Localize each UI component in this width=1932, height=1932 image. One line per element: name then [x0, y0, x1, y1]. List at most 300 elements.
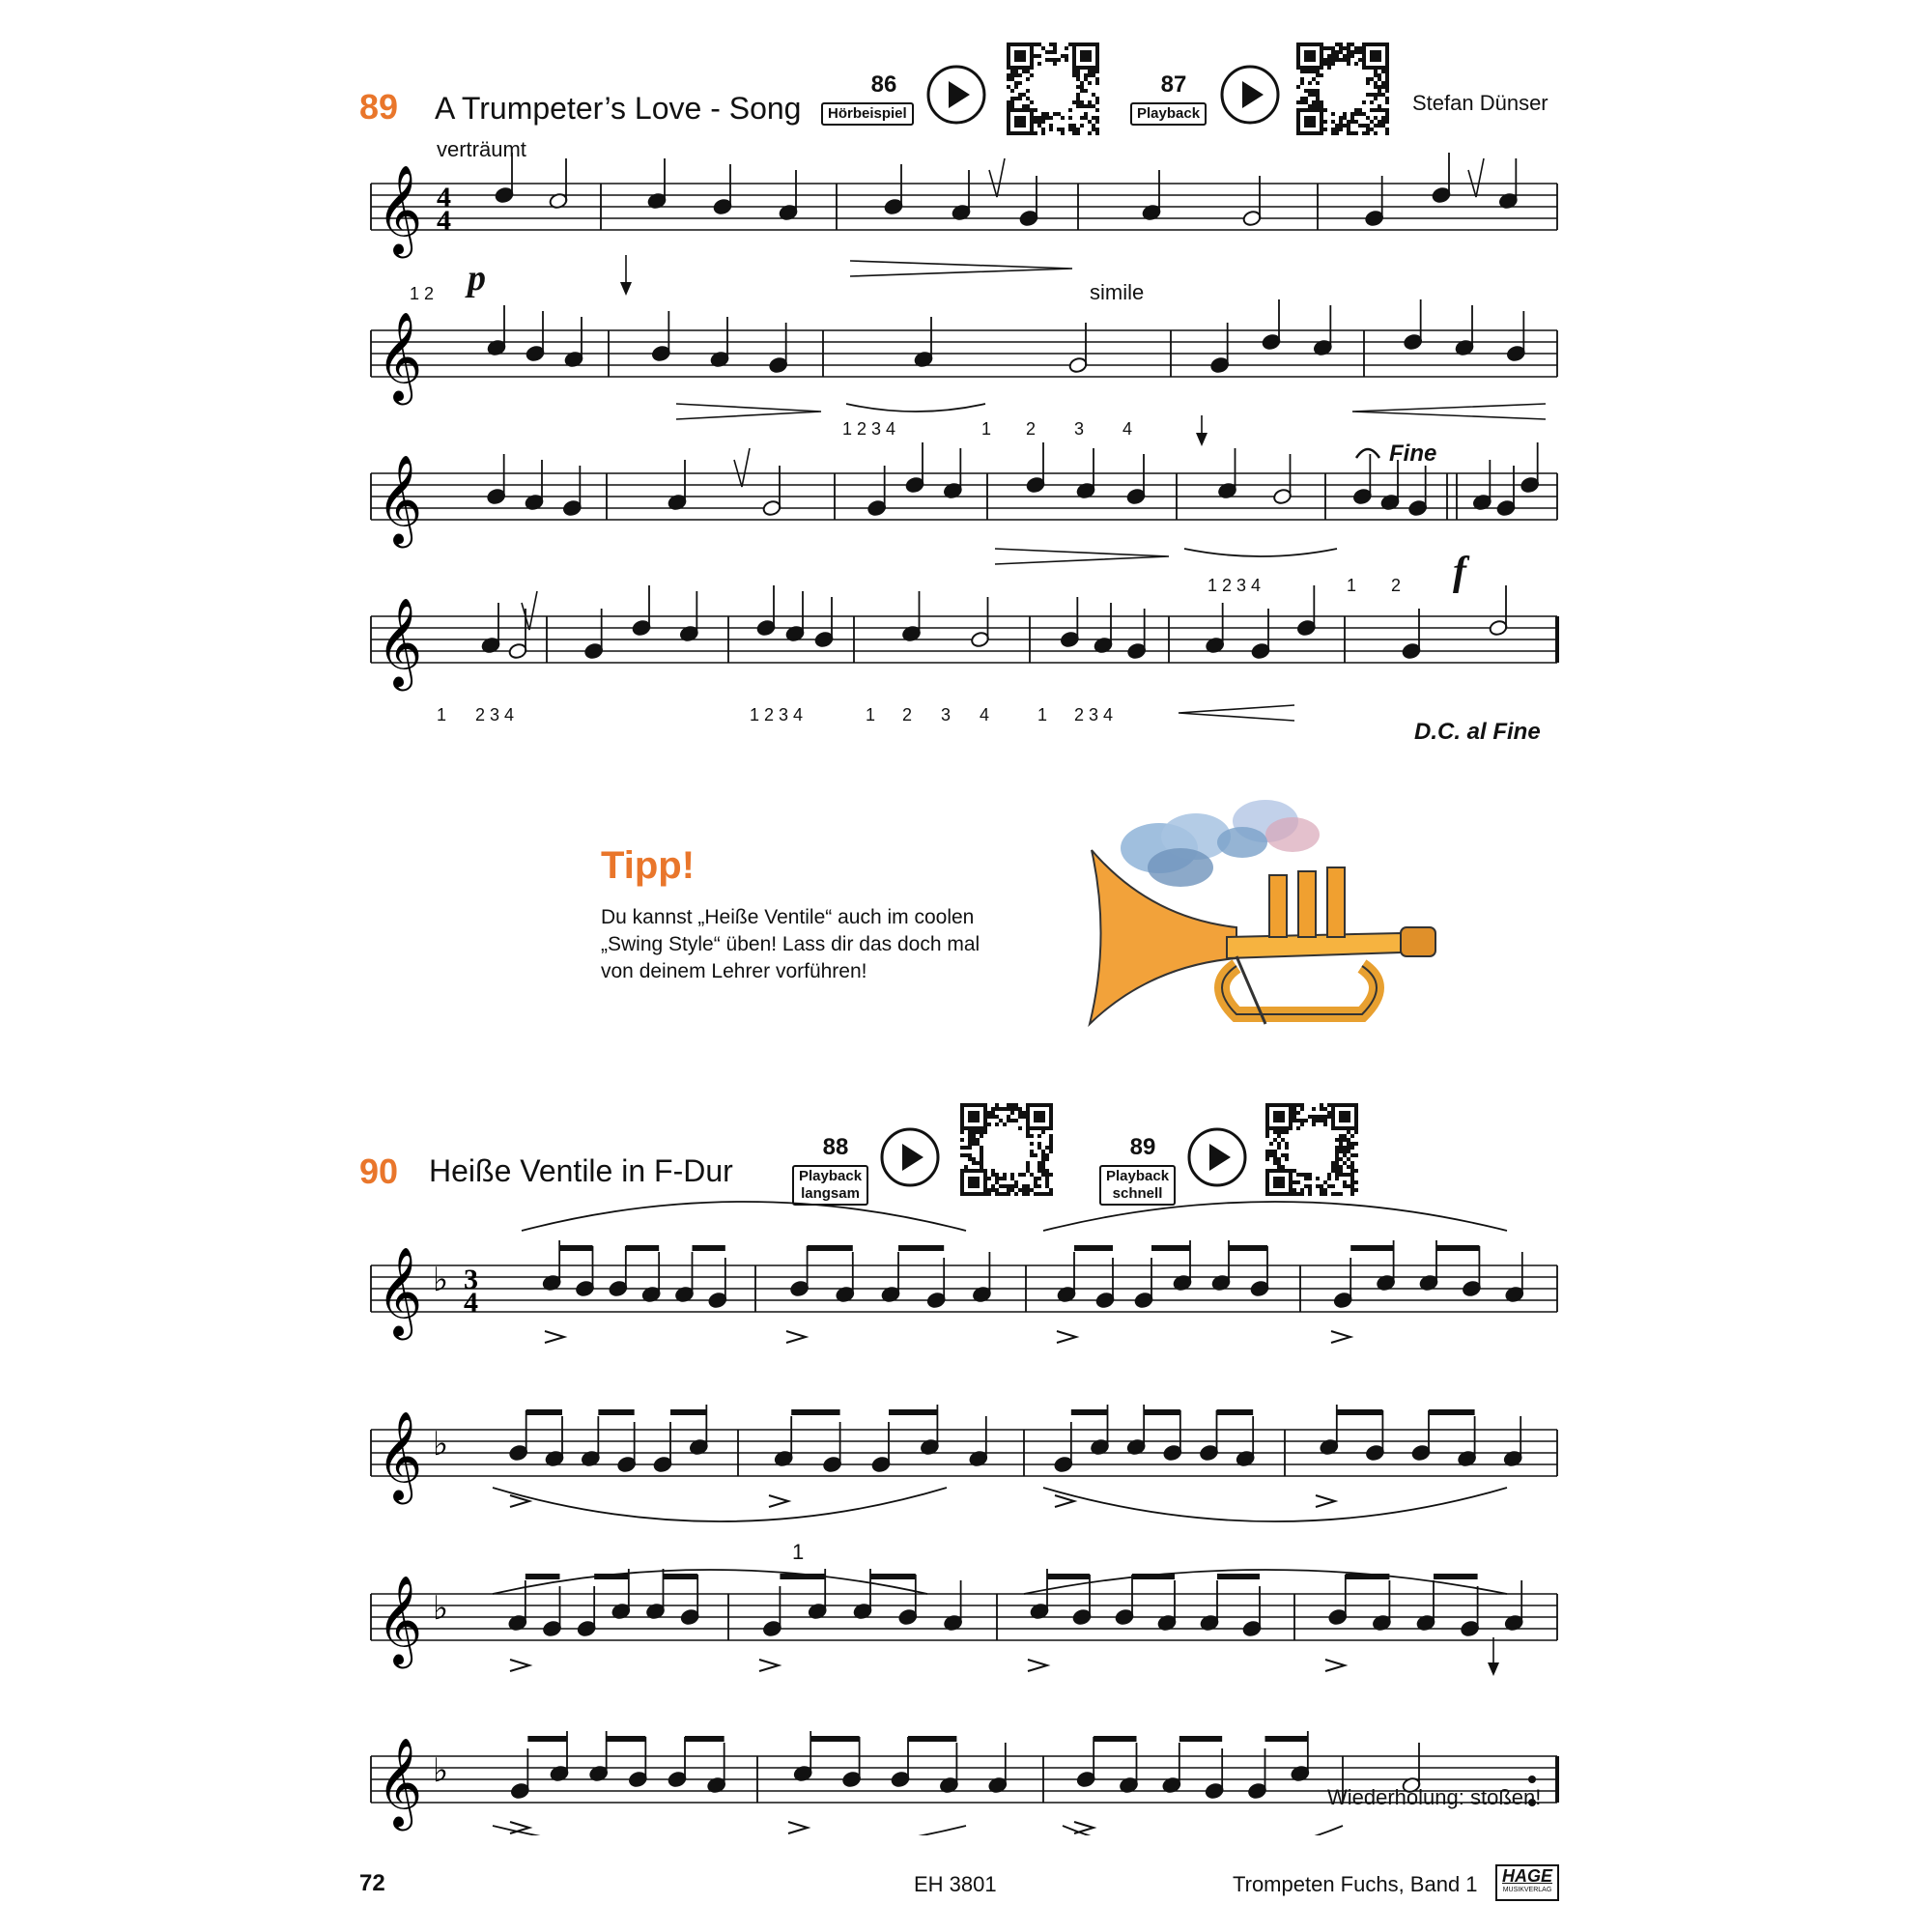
qr-module: [1007, 1115, 1010, 1119]
qr-module: [1320, 1115, 1323, 1119]
qr-module: [1014, 1119, 1018, 1122]
qr-module: [1323, 1119, 1327, 1122]
qr-module: [991, 1173, 995, 1177]
qr-module: [1022, 1192, 1026, 1196]
qr-module: [1339, 1138, 1343, 1142]
qr-module: [987, 1111, 991, 1115]
qr-module: [1339, 1150, 1343, 1153]
qr-module: [1041, 1161, 1045, 1165]
tempo-marking: verträumt: [437, 137, 526, 161]
qr-module: [1277, 1157, 1281, 1161]
qr-module: [1273, 1138, 1277, 1142]
qr-module: [1339, 1165, 1343, 1169]
qr-module: [1285, 1130, 1289, 1134]
qr-module: [1300, 1103, 1304, 1107]
qr-module: [968, 1157, 972, 1161]
qr-module: [1045, 1173, 1049, 1177]
qr-module: [972, 1161, 976, 1165]
qr-module: [987, 1188, 991, 1192]
fingering: 1: [866, 705, 876, 724]
qr-module: [1350, 1169, 1354, 1173]
accent-mark: [1325, 1660, 1345, 1671]
piece-89-notation: [0, 0, 1932, 773]
qr-module: [1312, 1115, 1316, 1119]
qr-module: [964, 1153, 968, 1157]
qr-module: [1049, 1192, 1053, 1196]
qr-module: [1323, 1115, 1327, 1119]
qr-module: [980, 1150, 983, 1153]
qr-module: [995, 1192, 999, 1196]
qr-module: [1010, 1188, 1014, 1192]
accent-mark: [759, 1660, 779, 1671]
qr-code-icon[interactable]: [1265, 1103, 1358, 1196]
qr-module: [1010, 1107, 1014, 1111]
fingering: 3: [941, 705, 952, 724]
qr-module: [972, 1138, 976, 1142]
qr-module: [1323, 1180, 1327, 1184]
play-icon: [879, 1126, 941, 1188]
qr-module: [1273, 1161, 1277, 1165]
qr-module: [1010, 1103, 1014, 1107]
qr-module: [972, 1142, 976, 1146]
qr-module: [1350, 1173, 1354, 1177]
qr-module: [1034, 1184, 1037, 1188]
qr-module: [1034, 1153, 1037, 1157]
qr-module: [1296, 1111, 1300, 1115]
qr-module: [1026, 1165, 1030, 1169]
treble-clef: 𝄞: [377, 1578, 423, 1663]
tipp-line: Du kannst „Heiße Ventile“ auch im coolen: [601, 906, 975, 928]
qr-module: [1343, 1134, 1347, 1138]
qr-module: [1343, 1184, 1347, 1188]
qr-module: [1022, 1173, 1026, 1177]
qr-module: [1281, 1165, 1285, 1169]
breath-mark: [989, 158, 1005, 197]
qr-module: [968, 1142, 972, 1146]
qr-module: [1312, 1119, 1316, 1122]
qr-module: [1030, 1188, 1034, 1192]
qr-module: [1335, 1192, 1339, 1196]
fingering: 2 3 4: [1074, 705, 1114, 724]
treble-clef: 𝄞: [377, 315, 423, 400]
qr-module: [980, 1161, 983, 1165]
qr-module: [1354, 1130, 1358, 1134]
qr-module: [1277, 1142, 1281, 1146]
qr-module: [1300, 1173, 1304, 1177]
qr-module: [1296, 1103, 1300, 1107]
qr-module: [1014, 1180, 1018, 1184]
key-flat: ♭: [433, 1591, 449, 1627]
steaming-trumpet-illustration: [1072, 792, 1459, 1034]
qr-module: [999, 1184, 1003, 1188]
qr-module: [1041, 1173, 1045, 1177]
qr-module: [1037, 1192, 1041, 1196]
qr-module: [1320, 1188, 1323, 1192]
qr-module: [1014, 1184, 1018, 1188]
qr-module: [1304, 1184, 1308, 1188]
tipp-text: [601, 904, 1045, 985]
qr-module: [1354, 1142, 1358, 1146]
crescendo: [1179, 705, 1294, 721]
qr-module: [999, 1192, 1003, 1196]
slur: [1024, 1570, 1507, 1594]
qr-module: [1350, 1146, 1354, 1150]
piece-89-number: 89: [359, 87, 399, 127]
qr-module: [991, 1107, 995, 1111]
qr-module: [1339, 1134, 1343, 1138]
qr-module: [1335, 1173, 1339, 1177]
piece-89-composer: Stefan Dünser: [1412, 91, 1548, 115]
qr-module: [1300, 1192, 1304, 1196]
qr-module: [1022, 1115, 1026, 1119]
qr-module: [1293, 1103, 1296, 1107]
piece-90-number: 90: [359, 1151, 399, 1191]
qr-module: [1273, 1150, 1277, 1153]
qr-module: [1026, 1188, 1030, 1192]
qr-module: [1350, 1184, 1354, 1188]
qr-module: [1308, 1173, 1312, 1177]
qr-module: [1327, 1177, 1331, 1180]
qr-module: [1354, 1188, 1358, 1192]
qr-module: [960, 1138, 964, 1142]
qr-module: [1293, 1169, 1296, 1173]
qr-module: [1003, 1173, 1007, 1177]
qr-module: [1285, 1153, 1289, 1157]
piece-89-title: A Trumpeter’s Love - Song: [435, 91, 802, 126]
accent-mark: [788, 1822, 808, 1833]
qr-module: [1022, 1111, 1026, 1115]
qr-module: [1347, 1130, 1350, 1134]
page-number: 72: [359, 1870, 385, 1896]
qr-module: [980, 1157, 983, 1161]
publisher-sub: MUSIKVERLAG: [1502, 1887, 1552, 1893]
qr-module: [999, 1107, 1003, 1111]
qr-module: [960, 1153, 964, 1157]
qr-module: [1323, 1107, 1327, 1111]
time-signature: 4: [437, 182, 451, 213]
qr-module: [991, 1188, 995, 1192]
fingering: 4: [980, 705, 990, 724]
accent-mark: [1316, 1495, 1335, 1507]
qr-module: [1308, 1177, 1312, 1180]
qr-module: [1041, 1153, 1045, 1157]
piece-90-title: Heiße Ventile in F-Dur: [429, 1153, 733, 1188]
qr-module: [1300, 1119, 1304, 1122]
treble-clef: 𝄞: [377, 1250, 423, 1335]
qr-module: [1335, 1153, 1339, 1157]
qr-module: [980, 1153, 983, 1157]
qr-module: [987, 1177, 991, 1180]
qr-module: [1285, 1146, 1289, 1150]
qr-module: [995, 1103, 999, 1107]
qr-module: [976, 1161, 980, 1165]
qr-module: [1045, 1153, 1049, 1157]
qr-module: [1335, 1146, 1339, 1150]
qr-module: [1273, 1153, 1277, 1157]
qr-module: [995, 1107, 999, 1111]
qr-module: [1285, 1142, 1289, 1146]
qr-module: [1022, 1188, 1026, 1192]
accent-mark: [1057, 1331, 1076, 1343]
accent-mark: [769, 1495, 788, 1507]
qr-module: [1343, 1150, 1347, 1153]
qr-module: [1026, 1130, 1030, 1134]
slur: [1043, 1488, 1507, 1521]
qr-module: [1347, 1157, 1350, 1161]
qr-module: [1308, 1188, 1312, 1192]
fingering: 1 2: [410, 284, 435, 303]
qr-module: [1049, 1150, 1053, 1153]
qr-module: [1037, 1146, 1041, 1150]
publisher-logo: [1495, 1864, 1559, 1901]
qr-module: [1293, 1119, 1296, 1122]
qr-module: [1265, 1153, 1269, 1157]
qr-module: [1350, 1134, 1354, 1138]
qr-module: [1347, 1146, 1350, 1150]
fingering: 2: [1026, 419, 1037, 439]
qr-module: [1034, 1192, 1037, 1196]
qr-module: [1350, 1177, 1354, 1180]
qr-module: [968, 1138, 972, 1142]
slur: [846, 404, 985, 412]
qr-module: [1010, 1177, 1014, 1180]
qr-module: [1339, 1192, 1343, 1196]
qr-module: [1293, 1111, 1296, 1115]
qr-module: [1339, 1169, 1343, 1173]
treble-clef: 𝄞: [377, 168, 423, 253]
fingering: 1: [1347, 576, 1357, 595]
qr-module: [999, 1177, 1003, 1180]
slur: [493, 1488, 947, 1521]
qr-module: [1041, 1192, 1045, 1196]
qr-module: [1007, 1103, 1010, 1107]
treble-clef: 𝄞: [377, 458, 423, 543]
qr-module: [1296, 1173, 1300, 1177]
qr-module: [1347, 1165, 1350, 1169]
fingering: 1: [437, 705, 447, 724]
qr-module: [1293, 1180, 1296, 1184]
accent-mark: [1028, 1660, 1047, 1671]
qr-module: [1265, 1150, 1269, 1153]
qr-module: [1343, 1173, 1347, 1177]
qr-finder: [1034, 1111, 1045, 1122]
time-signature: 4: [464, 1287, 478, 1319]
accent-mark: [545, 1331, 564, 1343]
qr-module: [1018, 1126, 1022, 1130]
qr-module: [991, 1115, 995, 1119]
qr-module: [1277, 1146, 1281, 1150]
qr-module: [1300, 1188, 1304, 1192]
qr-module: [1335, 1177, 1339, 1180]
qr-module: [1041, 1169, 1045, 1173]
treble-clef: 𝄞: [377, 1414, 423, 1499]
qr-module: [964, 1165, 968, 1169]
qr-module: [1327, 1173, 1331, 1177]
hoerbeispiel-label: Hörbeispiel: [821, 102, 914, 126]
qr-module: [1293, 1192, 1296, 1196]
qr-module: [1041, 1130, 1045, 1134]
fingering: 1 2 3 4: [750, 705, 804, 724]
qr-module: [1269, 1142, 1273, 1146]
qr-module: [1018, 1188, 1022, 1192]
qr-module: [1010, 1184, 1014, 1188]
qr-module: [1296, 1126, 1300, 1130]
qr-finder: [1273, 1177, 1285, 1188]
fingering: 1: [1037, 705, 1048, 724]
qr-module: [1285, 1157, 1289, 1161]
qr-module: [1014, 1107, 1018, 1111]
qr-finder: [968, 1111, 980, 1122]
time-signature: 3: [464, 1264, 478, 1295]
qr-code-icon[interactable]: [960, 1103, 1053, 1196]
qr-module: [1041, 1150, 1045, 1153]
crescendo: [1352, 404, 1546, 419]
qr-module: [991, 1184, 995, 1188]
qr-module: [1320, 1103, 1323, 1107]
qr-module: [1316, 1177, 1320, 1180]
qr-module: [1331, 1165, 1335, 1169]
fingering: 1 2 3 4: [842, 419, 896, 439]
qr-module: [1022, 1184, 1026, 1188]
qr-module: [1354, 1180, 1358, 1184]
qr-module: [1277, 1130, 1281, 1134]
qr-module: [1350, 1153, 1354, 1157]
qr-module: [987, 1115, 991, 1119]
qr-module: [1007, 1184, 1010, 1188]
qr-module: [1320, 1184, 1323, 1188]
qr-module: [1037, 1169, 1041, 1173]
accent-mark: [510, 1660, 529, 1671]
track-number: 89: [1129, 1134, 1156, 1160]
qr-module: [1343, 1138, 1347, 1142]
qr-module: [1300, 1122, 1304, 1126]
fingering: 2: [1391, 576, 1402, 595]
decrescendo: [995, 549, 1169, 564]
qr-module: [1030, 1153, 1034, 1157]
qr-module: [1034, 1180, 1037, 1184]
qr-module: [1014, 1192, 1018, 1196]
qr-module: [1316, 1119, 1320, 1122]
qr-module: [995, 1177, 999, 1180]
qr-module: [1277, 1165, 1281, 1169]
qr-module: [980, 1146, 983, 1150]
slur: [1043, 1202, 1507, 1231]
tipp-line: von deinem Lehrer vorführen!: [601, 960, 867, 982]
qr-module: [1320, 1192, 1323, 1196]
qr-module: [1308, 1184, 1312, 1188]
fingering: 4: [1122, 419, 1133, 439]
qr-module: [1277, 1161, 1281, 1165]
slur: [1063, 1826, 1343, 1835]
qr-module: [1030, 1173, 1034, 1177]
qr-module: [980, 1130, 983, 1134]
qr-module: [1331, 1169, 1335, 1173]
book-title: Trompeten Fuchs, Band 1: [1233, 1872, 1478, 1896]
qr-module: [1350, 1192, 1354, 1196]
qr-module: [1300, 1107, 1304, 1111]
qr-module: [1350, 1165, 1354, 1169]
qr-module: [1049, 1138, 1053, 1142]
qr-module: [968, 1153, 972, 1157]
qr-module: [1007, 1188, 1010, 1192]
qr-module: [1354, 1153, 1358, 1157]
qr-module: [972, 1134, 976, 1138]
publisher-name: HAGE: [1501, 1866, 1552, 1886]
qr-module: [1045, 1184, 1049, 1188]
qr-module: [1010, 1173, 1014, 1177]
qr-module: [1312, 1107, 1316, 1111]
qr-module: [1327, 1184, 1331, 1188]
qr-module: [1018, 1173, 1022, 1177]
qr-module: [1007, 1119, 1010, 1122]
slur: [522, 1202, 966, 1231]
qr-module: [995, 1188, 999, 1192]
qr-module: [1327, 1103, 1331, 1107]
qr-module: [1339, 1173, 1343, 1177]
qr-module: [1010, 1119, 1014, 1122]
arrow-down-icon: [1488, 1662, 1499, 1676]
fingering: 1 2 3 4: [1208, 576, 1262, 595]
label-line: schnell: [1112, 1185, 1163, 1202]
play-icon: [1186, 1126, 1248, 1188]
qr-module: [1323, 1192, 1327, 1196]
qr-module: [1030, 1134, 1034, 1138]
qr-module: [1026, 1169, 1030, 1173]
dc-al-fine-marking: D.C. al Fine: [1414, 719, 1541, 745]
qr-module: [987, 1122, 991, 1126]
qr-module: [1007, 1192, 1010, 1196]
qr-module: [1269, 1153, 1273, 1157]
key-flat: ♭: [433, 1753, 449, 1789]
qr-module: [1045, 1146, 1049, 1150]
qr-module: [1339, 1146, 1343, 1150]
track-number: 87: [1160, 71, 1187, 98]
edition-code: EH 3801: [914, 1872, 997, 1896]
qr-module: [1049, 1134, 1053, 1138]
qr-module: [1045, 1177, 1049, 1180]
qr-module: [1335, 1161, 1339, 1165]
qr-module: [999, 1119, 1003, 1122]
label-line: Playback: [1106, 1168, 1170, 1184]
qr-module: [1335, 1150, 1339, 1153]
qr-module: [1018, 1107, 1022, 1111]
qr-module: [968, 1146, 972, 1150]
qr-module: [1045, 1192, 1049, 1196]
qr-module: [1293, 1188, 1296, 1192]
qr-module: [1343, 1153, 1347, 1157]
fingering: 1: [792, 1540, 805, 1564]
qr-module: [1316, 1184, 1320, 1188]
qr-module: [1339, 1142, 1343, 1146]
qr-module: [1304, 1119, 1308, 1122]
repeat-instruction: Wiederholung: stoßen!: [1327, 1785, 1542, 1809]
qr-module: [1308, 1115, 1312, 1119]
qr-module: [972, 1130, 976, 1134]
treble-clef: 𝄞: [377, 601, 423, 686]
qr-module: [1320, 1119, 1323, 1122]
fine-marking: Fine: [1389, 440, 1437, 467]
qr-module: [1350, 1188, 1354, 1192]
playback-label: Playback: [1130, 102, 1207, 126]
qr-module: [1316, 1115, 1320, 1119]
qr-module: [1049, 1142, 1053, 1146]
qr-module: [1265, 1134, 1269, 1138]
qr-module: [995, 1122, 999, 1126]
qr-module: [1003, 1107, 1007, 1111]
qr-module: [1304, 1177, 1308, 1180]
tipp-heading: Tipp!: [601, 844, 696, 887]
slur: [493, 1826, 966, 1835]
